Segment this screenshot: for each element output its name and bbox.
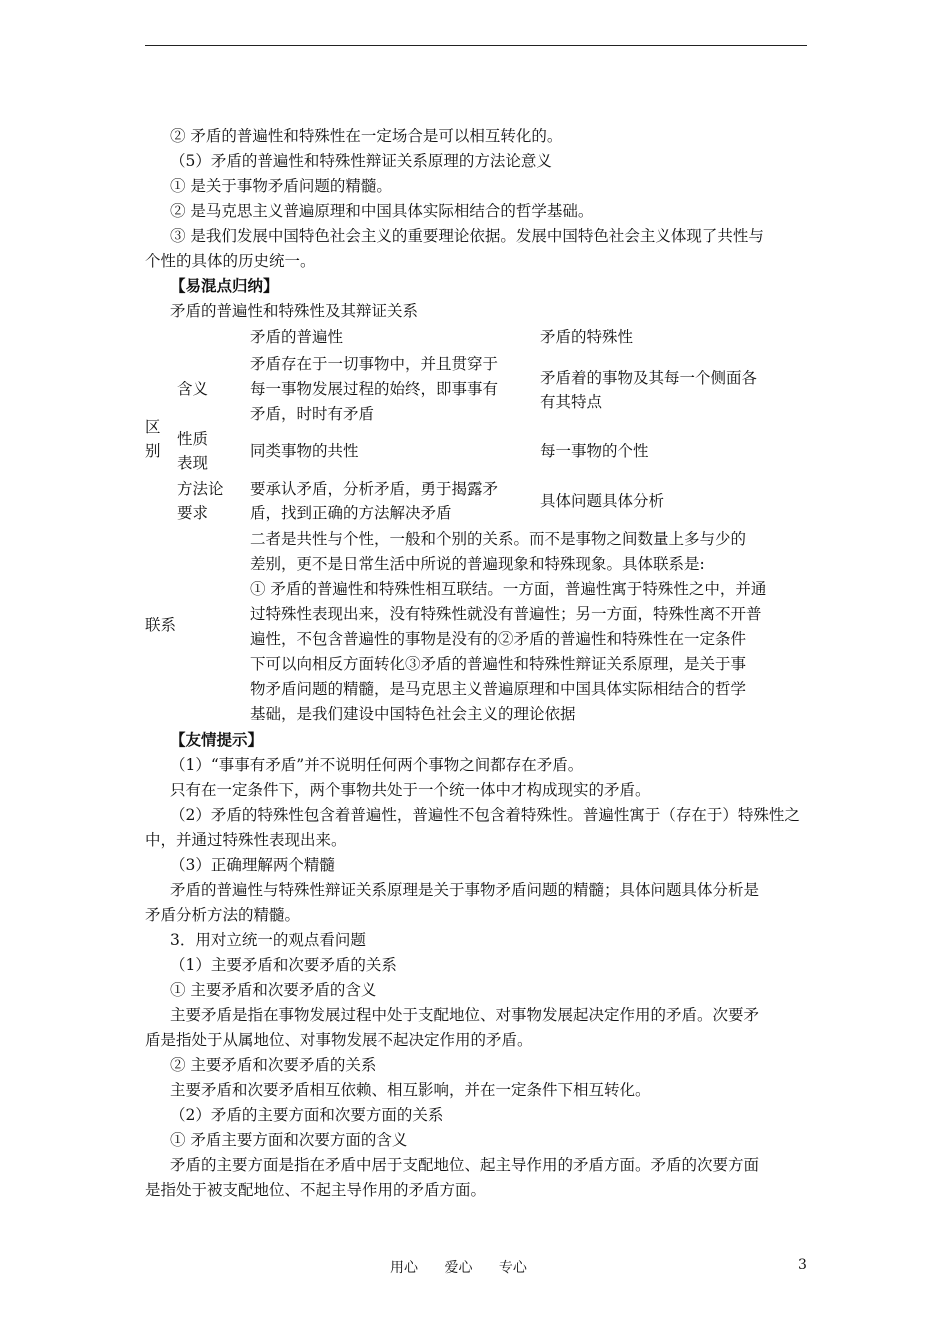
row-label: 含义 xyxy=(177,380,209,398)
text-line: 只有在一定条件下，两个事物共处于一个统一体中才构成现实的矛盾。 xyxy=(170,781,651,799)
cell-universal: 盾，找到正确的方法解决矛盾 xyxy=(250,504,452,522)
text-line: ② 是马克思主义普遍原理和中国具体实际相结合的哲学基础。 xyxy=(170,202,594,220)
text-line: ① 主要矛盾和次要矛盾的含义 xyxy=(170,981,377,999)
group-label: 别 xyxy=(145,442,161,460)
row-label: 表现 xyxy=(177,454,209,472)
link-label: 联系 xyxy=(145,616,177,634)
section-heading: 【友情提示】 xyxy=(170,730,264,749)
link-text-line: 物矛盾问题的精髓，是马克思主义普遍原理和中国具体实际相结合的哲学 xyxy=(250,680,747,698)
text-line: 矛盾的主要方面是指在矛盾中居于支配地位、起主导作用的矛盾方面。矛盾的次要方面 xyxy=(170,1156,760,1174)
text-line: 矛盾的普遍性与特殊性辩证关系原理是关于事物矛盾问题的精髓；具体问题具体分析是 xyxy=(170,881,760,899)
column-header-universal: 矛盾的普遍性 xyxy=(250,328,344,346)
link-text-line: 遍性，不包含普遍性的事物是没有的②矛盾的普遍性和特殊性在一定条件 xyxy=(250,630,747,648)
text-line: （3）正确理解两个精髓 xyxy=(170,856,335,874)
text-line: 主要矛盾和次要矛盾相互依赖、相互影响，并在一定条件下相互转化。 xyxy=(170,1081,651,1099)
section-heading: 3．用对立统一的观点看问题 xyxy=(170,931,366,949)
link-text-line: 下可以向相反方面转化③矛盾的普遍性和特殊性辩证关系原理，是关于事 xyxy=(250,655,747,673)
text-line: 矛盾分析方法的精髓。 xyxy=(145,906,301,924)
link-text-line: 二者是共性与个性，一般和个别的关系。而不是事物之间数量上多与少的 xyxy=(250,530,747,548)
text-line: ① 是关于事物矛盾问题的精髓。 xyxy=(170,177,392,195)
cell-special: 每一事物的个性 xyxy=(540,442,649,460)
header-rule xyxy=(145,45,807,46)
footer-motto: 用心 爱心 专心 xyxy=(390,1260,527,1276)
row-label: 方法论 xyxy=(177,480,224,498)
link-text-line: 过特殊性表现出来，没有特殊性就没有普遍性；另一方面，特殊性离不开普 xyxy=(250,605,762,623)
link-text-line: 差别，更不是日常生活中所说的普遍现象和特殊现象。具体联系是: xyxy=(250,555,705,573)
cell-special: 矛盾着的事物及其每一个侧面各 xyxy=(540,369,758,387)
row-label: 性质 xyxy=(177,430,209,448)
text-line: ② 主要矛盾和次要矛盾的关系 xyxy=(170,1056,377,1074)
cell-universal: 要承认矛盾，分析矛盾，勇于揭露矛 xyxy=(250,480,499,498)
cell-universal: 每一事物发展过程的始终，即事事有 xyxy=(250,380,499,398)
cell-special: 有其特点 xyxy=(540,393,603,411)
text-line: ③ 是我们发展中国特色社会主义的重要理论依据。发展中国特色社会主义体现了共性与 xyxy=(170,227,764,245)
text-line: ① 矛盾主要方面和次要方面的含义 xyxy=(170,1131,408,1149)
cell-universal: 矛盾，时时有矛盾 xyxy=(250,405,375,423)
cell-universal: 矛盾存在于一切事物中，并且贯穿于 xyxy=(250,355,499,373)
text-line: 主要矛盾是指在事物发展过程中处于支配地位、对事物发展起决定作用的矛盾。次要矛 xyxy=(170,1006,760,1024)
cell-universal: 同类事物的共性 xyxy=(250,442,359,460)
section-heading: 【易混点归纳】 xyxy=(170,276,279,295)
text-line: （2）矛盾的主要方面和次要方面的关系 xyxy=(170,1106,444,1124)
link-text-line: 基础，是我们建设中国特色社会主义的理论依据 xyxy=(250,705,576,723)
table-caption: 矛盾的普遍性和特殊性及其辩证关系 xyxy=(170,302,419,320)
page-number: 3 xyxy=(798,1257,807,1273)
text-line: ② 矛盾的普遍性和特殊性在一定场合是可以相互转化的。 xyxy=(170,127,563,145)
text-line: 中，并通过特殊性表现出来。 xyxy=(145,831,347,849)
column-header-special: 矛盾的特殊性 xyxy=(540,328,634,346)
text-line: 是指处于被支配地位、不起主导作用的矛盾方面。 xyxy=(145,1181,487,1199)
cell-special: 具体问题具体分析 xyxy=(540,492,665,510)
link-text-line: ① 矛盾的普遍性和特殊性相互联结。一方面，普遍性寓于特殊性之中，并通 xyxy=(250,580,767,598)
group-label: 区 xyxy=(145,418,161,436)
row-label: 要求 xyxy=(177,504,209,522)
text-line: 盾是指处于从属地位、对事物发展不起决定作用的矛盾。 xyxy=(145,1031,533,1049)
text-line: （1）“事事有矛盾”并不说明任何两个事物之间都存在矛盾。 xyxy=(170,756,584,774)
text-line: 个性的具体的历史统一。 xyxy=(145,252,316,270)
text-line: （5）矛盾的普遍性和特殊性辩证关系原理的方法论意义 xyxy=(170,152,552,170)
text-line: （1）主要矛盾和次要矛盾的关系 xyxy=(170,956,397,974)
text-line: （2）矛盾的特殊性包含着普遍性，普遍性不包含着特殊性。普遍性寓于（存在于）特殊性之 xyxy=(170,806,800,824)
